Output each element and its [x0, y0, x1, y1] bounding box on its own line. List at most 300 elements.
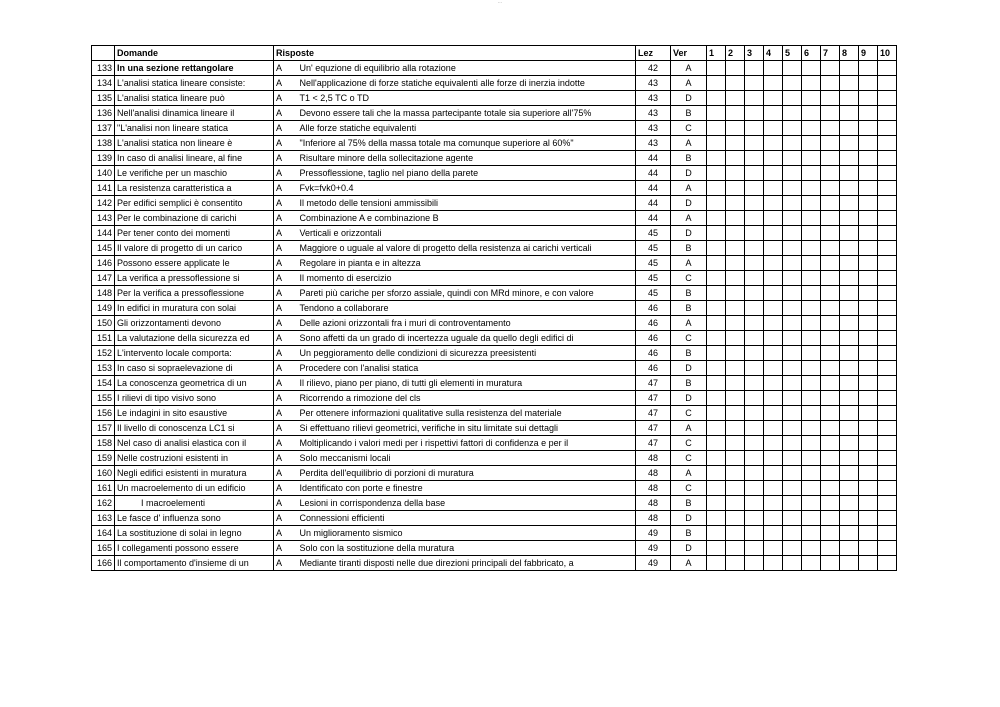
table-row — [92, 166, 897, 181]
answer-slot-cell — [745, 91, 764, 106]
answer-slot-cell — [878, 481, 897, 496]
question-text: Il comportamento d'insieme di un — [115, 556, 274, 571]
answer-slot-cell — [726, 436, 745, 451]
answer-slot-cell — [707, 361, 726, 376]
header-number: 3 — [745, 46, 764, 61]
answer-letter: A — [274, 511, 298, 526]
answer-slot-cell — [878, 361, 897, 376]
answer-text: Nell'applicazione di forze statiche equivalenti alle forze di inerzia indotte — [298, 76, 636, 91]
answer-slot-cell — [840, 211, 859, 226]
answer-slot-cell — [745, 376, 764, 391]
answer-slot-cell — [821, 391, 840, 406]
answer-slot-cell — [821, 361, 840, 376]
question-text: Gli orizzontamenti devono — [115, 316, 274, 331]
answer-slot-cell — [726, 256, 745, 271]
answer-slot-cell — [878, 376, 897, 391]
answer-slot-cell — [745, 316, 764, 331]
header-risposte: Risposte — [274, 46, 636, 61]
answer-slot-cell — [821, 541, 840, 556]
answer-letter: A — [274, 211, 298, 226]
answer-slot-cell — [745, 331, 764, 346]
question-number: 138 — [92, 136, 115, 151]
answer-slot-cell — [745, 391, 764, 406]
answer-slot-cell — [802, 376, 821, 391]
answer-letter: A — [274, 496, 298, 511]
question-text: In una sezione rettangolare — [115, 61, 274, 76]
question-number: 143 — [92, 211, 115, 226]
verified-answer: C — [671, 406, 707, 421]
answer-slot-cell — [859, 526, 878, 541]
answer-slot-cell — [821, 496, 840, 511]
answer-slot-cell — [859, 241, 878, 256]
answer-slot-cell — [707, 556, 726, 571]
question-text: La sostituzione di solai in legno — [115, 526, 274, 541]
answer-slot-cell — [821, 106, 840, 121]
answer-slot-cell — [783, 541, 802, 556]
answer-slot-cell — [840, 406, 859, 421]
answer-slot-cell — [840, 346, 859, 361]
answer-slot-cell — [707, 376, 726, 391]
question-number: 137 — [92, 121, 115, 136]
answer-slot-cell — [745, 481, 764, 496]
answer-slot-cell — [726, 151, 745, 166]
table-row — [92, 391, 897, 406]
verified-answer: B — [671, 151, 707, 166]
answer-slot-cell — [764, 481, 783, 496]
lesson-number: 48 — [636, 496, 671, 511]
answer-slot-cell — [764, 286, 783, 301]
verified-answer: B — [671, 496, 707, 511]
answer-slot-cell — [859, 181, 878, 196]
answer-slot-cell — [821, 451, 840, 466]
answer-slot-cell — [764, 136, 783, 151]
answer-slot-cell — [783, 376, 802, 391]
lesson-number: 47 — [636, 391, 671, 406]
answer-slot-cell — [878, 496, 897, 511]
answer-slot-cell — [707, 256, 726, 271]
question-text: Per la verifica a pressoflessione — [115, 286, 274, 301]
question-number: 140 — [92, 166, 115, 181]
answer-slot-cell — [840, 466, 859, 481]
question-text: In caso di analisi lineare, al fine — [115, 151, 274, 166]
answer-slot-cell — [707, 76, 726, 91]
lesson-number: 46 — [636, 331, 671, 346]
answer-slot-cell — [859, 436, 878, 451]
answer-slot-cell — [745, 436, 764, 451]
answer-slot-cell — [821, 166, 840, 181]
answer-slot-cell — [745, 136, 764, 151]
answer-slot-cell — [802, 361, 821, 376]
answer-slot-cell — [783, 451, 802, 466]
answer-slot-cell — [783, 421, 802, 436]
lesson-number: 44 — [636, 181, 671, 196]
answer-slot-cell — [840, 436, 859, 451]
answer-slot-cell — [745, 211, 764, 226]
answer-slot-cell — [802, 466, 821, 481]
answer-slot-cell — [707, 136, 726, 151]
answer-slot-cell — [878, 211, 897, 226]
table-row — [92, 541, 897, 556]
answer-slot-cell — [726, 121, 745, 136]
answer-slot-cell — [840, 256, 859, 271]
answer-slot-cell — [859, 406, 878, 421]
answer-slot-cell — [821, 376, 840, 391]
answer-slot-cell — [802, 166, 821, 181]
answer-text: Il rilievo, piano per piano, di tutti gli elementi in muratura — [298, 376, 636, 391]
lesson-number: 48 — [636, 481, 671, 496]
answer-slot-cell — [802, 391, 821, 406]
answer-slot-cell — [783, 181, 802, 196]
answer-slot-cell — [745, 151, 764, 166]
header-number: 9 — [859, 46, 878, 61]
answer-slot-cell — [821, 421, 840, 436]
answer-slot-cell — [859, 331, 878, 346]
answer-letter: A — [274, 271, 298, 286]
answer-slot-cell — [726, 76, 745, 91]
answer-slot-cell — [707, 436, 726, 451]
question-number: 139 — [92, 151, 115, 166]
answer-text: Combinazione A e combinazione B — [298, 211, 636, 226]
verified-answer: A — [671, 256, 707, 271]
answer-slot-cell — [783, 91, 802, 106]
answer-slot-cell — [726, 226, 745, 241]
answer-letter: A — [274, 331, 298, 346]
lesson-number: 43 — [636, 76, 671, 91]
answer-slot-cell — [764, 121, 783, 136]
answer-slot-cell — [764, 436, 783, 451]
answer-slot-cell — [764, 331, 783, 346]
answer-slot-cell — [821, 121, 840, 136]
question-number: 141 — [92, 181, 115, 196]
answer-slot-cell — [802, 301, 821, 316]
table-row — [92, 526, 897, 541]
table-row — [92, 271, 897, 286]
verified-answer: C — [671, 481, 707, 496]
answer-text: Lesioni in corrispondenza della base — [298, 496, 636, 511]
answer-slot-cell — [745, 226, 764, 241]
answer-letter: A — [274, 256, 298, 271]
answer-slot-cell — [764, 166, 783, 181]
question-text: "L'analisi non lineare statica — [115, 121, 274, 136]
answer-letter: A — [274, 241, 298, 256]
answer-slot-cell — [840, 526, 859, 541]
verified-answer: C — [671, 451, 707, 466]
header-domande: Domande — [115, 46, 274, 61]
answer-slot-cell — [878, 451, 897, 466]
verified-answer: A — [671, 466, 707, 481]
question-number: 150 — [92, 316, 115, 331]
answer-letter: A — [274, 301, 298, 316]
answer-slot-cell — [707, 226, 726, 241]
answer-text: Regolare in pianta e in altezza — [298, 256, 636, 271]
lesson-number: 49 — [636, 541, 671, 556]
answer-slot-cell — [821, 466, 840, 481]
answer-slot-cell — [878, 256, 897, 271]
verified-answer: B — [671, 286, 707, 301]
lesson-number: 46 — [636, 346, 671, 361]
answer-slot-cell — [745, 256, 764, 271]
answer-slot-cell — [783, 76, 802, 91]
answer-slot-cell — [840, 421, 859, 436]
answer-slot-cell — [859, 271, 878, 286]
answer-slot-cell — [878, 346, 897, 361]
answer-slot-cell — [878, 526, 897, 541]
answer-letter: A — [274, 376, 298, 391]
answer-slot-cell — [764, 511, 783, 526]
answer-slot-cell — [821, 406, 840, 421]
answer-slot-cell — [878, 181, 897, 196]
answer-slot-cell — [783, 301, 802, 316]
question-text: La conoscenza geometrica di un — [115, 376, 274, 391]
answer-slot-cell — [764, 361, 783, 376]
verified-answer: C — [671, 331, 707, 346]
answer-slot-cell — [802, 541, 821, 556]
answer-slot-cell — [878, 301, 897, 316]
answer-slot-cell — [726, 361, 745, 376]
table-row — [92, 496, 897, 511]
answer-slot-cell — [878, 541, 897, 556]
answer-slot-cell — [783, 526, 802, 541]
answer-slot-cell — [783, 436, 802, 451]
answer-slot-cell — [840, 106, 859, 121]
lesson-number: 43 — [636, 106, 671, 121]
answer-slot-cell — [878, 76, 897, 91]
answer-letter: A — [274, 526, 298, 541]
table-row — [92, 406, 897, 421]
answer-slot-cell — [802, 346, 821, 361]
question-text: Nel caso di analisi elastica con il — [115, 436, 274, 451]
answer-slot-cell — [707, 421, 726, 436]
answer-slot-cell — [726, 271, 745, 286]
lesson-number: 45 — [636, 271, 671, 286]
answer-slot-cell — [802, 481, 821, 496]
question-text: I collegamenti possono essere — [115, 541, 274, 556]
answer-slot-cell — [726, 376, 745, 391]
verified-answer: C — [671, 121, 707, 136]
answer-slot-cell — [859, 256, 878, 271]
answer-letter: A — [274, 556, 298, 571]
table-row — [92, 256, 897, 271]
lesson-number: 44 — [636, 151, 671, 166]
answer-slot-cell — [859, 481, 878, 496]
question-number: 147 — [92, 271, 115, 286]
question-number: 164 — [92, 526, 115, 541]
answer-slot-cell — [745, 496, 764, 511]
header-number: 5 — [783, 46, 802, 61]
header-number: 4 — [764, 46, 783, 61]
answer-slot-cell — [802, 181, 821, 196]
answer-slot-cell — [821, 181, 840, 196]
answer-slot-cell — [802, 241, 821, 256]
verified-answer: C — [671, 271, 707, 286]
answer-letter: A — [274, 541, 298, 556]
answer-slot-cell — [745, 406, 764, 421]
answer-slot-cell — [783, 511, 802, 526]
answer-slot-cell — [859, 226, 878, 241]
answer-slot-cell — [764, 211, 783, 226]
answer-slot-cell — [726, 541, 745, 556]
answer-text: Per ottenere informazioni qualitative sulla resistenza del materiale — [298, 406, 636, 421]
answer-slot-cell — [859, 151, 878, 166]
answer-slot-cell — [859, 496, 878, 511]
verified-answer: D — [671, 361, 707, 376]
answer-slot-cell — [764, 91, 783, 106]
answer-slot-cell — [821, 211, 840, 226]
verified-answer: D — [671, 541, 707, 556]
table-row — [92, 151, 897, 166]
answer-letter: A — [274, 286, 298, 301]
answer-slot-cell — [745, 511, 764, 526]
answer-slot-cell — [878, 166, 897, 181]
answer-slot-cell — [745, 451, 764, 466]
answer-slot-cell — [764, 391, 783, 406]
table-row — [92, 106, 897, 121]
answer-slot-cell — [802, 421, 821, 436]
answer-slot-cell — [726, 316, 745, 331]
answer-slot-cell — [726, 136, 745, 151]
table-row — [92, 286, 897, 301]
answer-slot-cell — [802, 196, 821, 211]
question-number: 149 — [92, 301, 115, 316]
header-number: 2 — [726, 46, 745, 61]
answer-slot-cell — [707, 196, 726, 211]
answer-slot-cell — [878, 151, 897, 166]
question-number: 142 — [92, 196, 115, 211]
answer-letter: A — [274, 151, 298, 166]
answer-slot-cell — [783, 241, 802, 256]
question-text: In edifici in muratura con solai — [115, 301, 274, 316]
question-number: 151 — [92, 331, 115, 346]
question-text: L'analisi statica lineare consiste: — [115, 76, 274, 91]
answer-slot-cell — [745, 286, 764, 301]
lesson-number: 45 — [636, 286, 671, 301]
question-text: L'analisi statica lineare può — [115, 91, 274, 106]
answer-slot-cell — [859, 91, 878, 106]
answer-slot-cell — [764, 406, 783, 421]
answer-slot-cell — [859, 286, 878, 301]
lesson-number: 48 — [636, 511, 671, 526]
answer-slot-cell — [745, 346, 764, 361]
question-number: 157 — [92, 421, 115, 436]
answer-slot-cell — [821, 91, 840, 106]
answer-slot-cell — [783, 496, 802, 511]
answer-slot-cell — [859, 196, 878, 211]
answer-slot-cell — [764, 556, 783, 571]
answer-text: Perdita dell'equilibrio di porzioni di muratura — [298, 466, 636, 481]
answer-slot-cell — [745, 301, 764, 316]
answer-slot-cell — [859, 361, 878, 376]
answer-letter: A — [274, 361, 298, 376]
lesson-number: 47 — [636, 406, 671, 421]
answer-slot-cell — [745, 271, 764, 286]
answer-slot-cell — [726, 526, 745, 541]
answer-slot-cell — [707, 301, 726, 316]
answer-slot-cell — [707, 121, 726, 136]
verified-answer: A — [671, 136, 707, 151]
answer-slot-cell — [783, 286, 802, 301]
answer-slot-cell — [707, 61, 726, 76]
answer-text: Procedere con l'analisi statica — [298, 361, 636, 376]
page-header-mark: ... — [497, 0, 503, 5]
answer-slot-cell — [726, 466, 745, 481]
answer-letter: A — [274, 346, 298, 361]
lesson-number: 49 — [636, 556, 671, 571]
question-number: 134 — [92, 76, 115, 91]
table-row — [92, 301, 897, 316]
answer-slot-cell — [859, 541, 878, 556]
answer-slot-cell — [840, 241, 859, 256]
answer-slot-cell — [878, 61, 897, 76]
answer-text: Connessioni efficienti — [298, 511, 636, 526]
verified-answer: A — [671, 181, 707, 196]
answer-slot-cell — [802, 556, 821, 571]
answer-slot-cell — [707, 211, 726, 226]
answer-slot-cell — [859, 466, 878, 481]
answer-slot-cell — [802, 136, 821, 151]
question-number: 135 — [92, 91, 115, 106]
answer-slot-cell — [840, 376, 859, 391]
answer-slot-cell — [707, 91, 726, 106]
answer-slot-cell — [764, 76, 783, 91]
answer-slot-cell — [726, 286, 745, 301]
answer-slot-cell — [726, 166, 745, 181]
answer-slot-cell — [783, 406, 802, 421]
answer-slot-cell — [821, 301, 840, 316]
answer-slot-cell — [707, 241, 726, 256]
lesson-number: 43 — [636, 136, 671, 151]
answer-text: Pareti più cariche per sforzo assiale, quindi con MRd minore, e con valore — [298, 286, 636, 301]
answer-slot-cell — [726, 481, 745, 496]
answer-slot-cell — [764, 526, 783, 541]
answer-letter: A — [274, 451, 298, 466]
answer-slot-cell — [878, 241, 897, 256]
answer-slot-cell — [745, 121, 764, 136]
answer-slot-cell — [878, 226, 897, 241]
answer-slot-cell — [745, 61, 764, 76]
answer-slot-cell — [859, 346, 878, 361]
question-text: Nell'analisi dinamica lineare il — [115, 106, 274, 121]
question-text: Possono essere applicate le — [115, 256, 274, 271]
answer-slot-cell — [840, 541, 859, 556]
table-row — [92, 331, 897, 346]
lesson-number: 48 — [636, 451, 671, 466]
verified-answer: A — [671, 316, 707, 331]
answer-slot-cell — [821, 61, 840, 76]
table-row — [92, 511, 897, 526]
answer-text: Delle azioni orizzontali fra i muri di controventamento — [298, 316, 636, 331]
answer-text: Un' equzione di equilibrio alla rotazione — [298, 61, 636, 76]
answer-text: Maggiore o uguale al valore di progetto della resistenza ai carichi verticali — [298, 241, 636, 256]
answer-slot-cell — [859, 451, 878, 466]
answer-slot-cell — [764, 421, 783, 436]
answer-slot-cell — [840, 316, 859, 331]
lesson-number: 44 — [636, 166, 671, 181]
lesson-number: 43 — [636, 121, 671, 136]
answer-slot-cell — [764, 106, 783, 121]
answer-slot-cell — [821, 526, 840, 541]
answer-slot-cell — [726, 451, 745, 466]
question-text: Per le combinazione di carichi — [115, 211, 274, 226]
lesson-number: 44 — [636, 196, 671, 211]
question-text: La verifica a pressoflessione si — [115, 271, 274, 286]
answer-slot-cell — [802, 451, 821, 466]
answer-slot-cell — [726, 346, 745, 361]
answer-slot-cell — [745, 181, 764, 196]
question-number: 161 — [92, 481, 115, 496]
answer-slot-cell — [840, 166, 859, 181]
answer-slot-cell — [802, 76, 821, 91]
answer-text: T1 < 2,5 TC o TD — [298, 91, 636, 106]
